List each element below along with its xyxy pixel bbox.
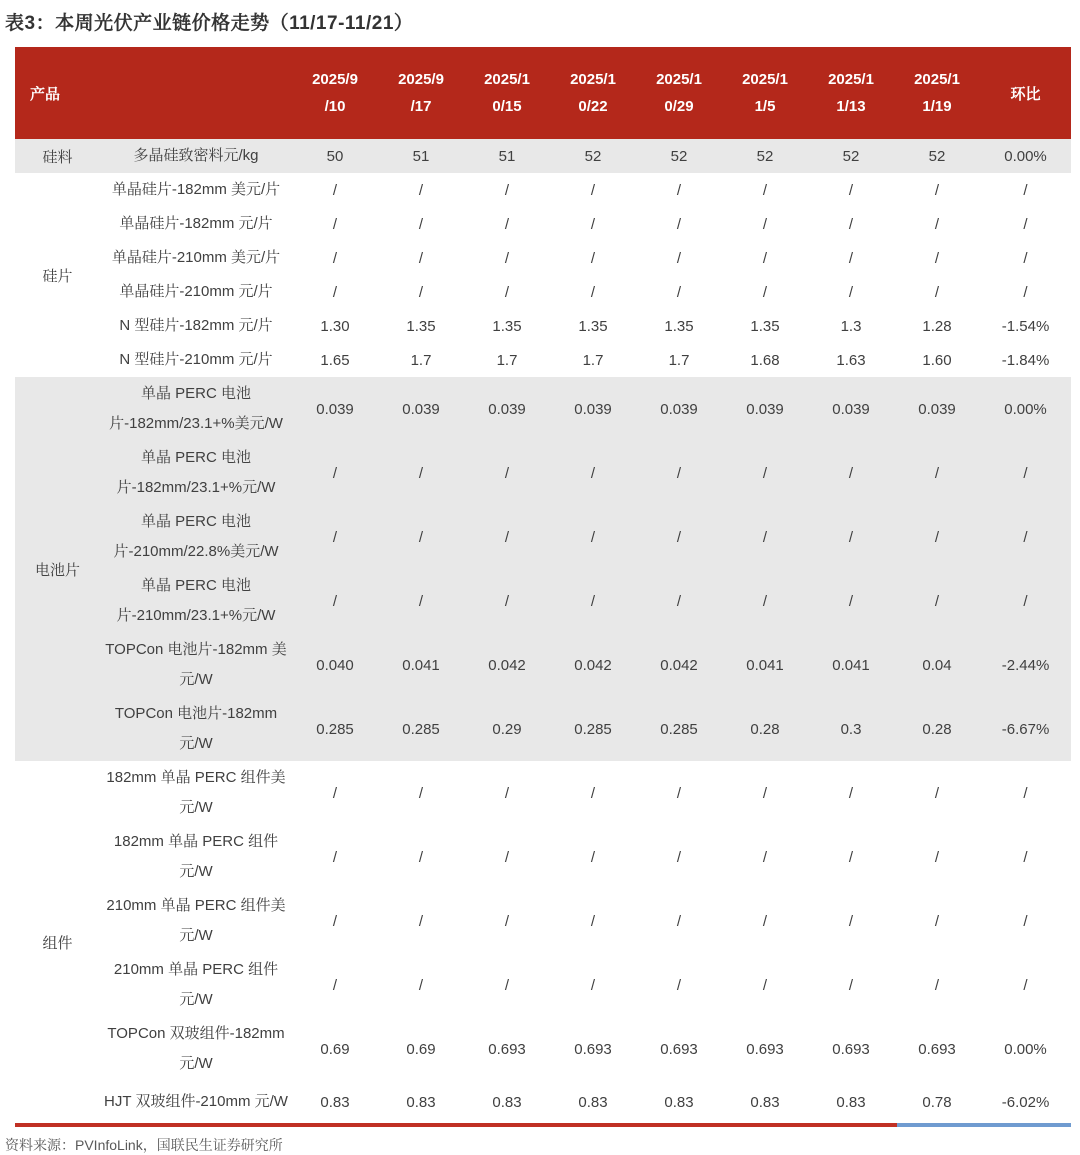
- price-value-cell: /: [722, 825, 808, 889]
- price-value-cell: /: [894, 275, 980, 309]
- price-value-cell: 51: [378, 139, 464, 173]
- price-value-cell: /: [894, 173, 980, 207]
- price-value-cell: /: [722, 889, 808, 953]
- price-value-cell: 0.042: [464, 633, 550, 697]
- change-percent-cell: /: [980, 207, 1071, 241]
- price-value-cell: /: [378, 173, 464, 207]
- header-date-cell: [636, 47, 722, 139]
- header-product-label: 产品: [15, 47, 292, 139]
- price-value-cell: 52: [636, 139, 722, 173]
- price-value-cell: /: [636, 173, 722, 207]
- price-value-cell: 0.039: [550, 377, 636, 441]
- price-value-cell: 0.28: [894, 697, 980, 761]
- price-value-cell: /: [378, 825, 464, 889]
- price-value-cell: /: [550, 207, 636, 241]
- price-value-cell: 0.83: [464, 1081, 550, 1123]
- product-name-cell: 单晶 PERC 电池片-210mm/23.1+%元/W: [100, 569, 292, 633]
- price-value-cell: 0.039: [808, 377, 894, 441]
- change-percent-cell: /: [980, 825, 1071, 889]
- table-row: [15, 1081, 1071, 1123]
- price-value-cell: /: [292, 569, 378, 633]
- price-value-cell: 1.35: [636, 309, 722, 343]
- price-value-cell: /: [636, 761, 722, 825]
- change-percent-cell: /: [980, 441, 1071, 505]
- price-value-cell: 0.285: [550, 697, 636, 761]
- price-value-cell: /: [722, 569, 808, 633]
- product-name-cell: 单晶 PERC 电池片-210mm/22.8%美元/W: [100, 505, 292, 569]
- price-value-cell: /: [550, 825, 636, 889]
- price-value-cell: /: [722, 275, 808, 309]
- price-value-cell: /: [722, 505, 808, 569]
- header-date-cell: [894, 47, 980, 139]
- price-value-cell: /: [550, 441, 636, 505]
- price-value-cell: /: [636, 569, 722, 633]
- price-value-cell: 0.83: [722, 1081, 808, 1123]
- price-value-cell: /: [808, 889, 894, 953]
- header-date-cell: [292, 47, 378, 139]
- price-value-cell: /: [464, 173, 550, 207]
- table-header-row: [15, 47, 1071, 139]
- price-value-cell: 52: [550, 139, 636, 173]
- header-date-text: 0/29: [664, 98, 694, 115]
- price-value-cell: /: [378, 761, 464, 825]
- price-value-cell: 0.83: [292, 1081, 378, 1123]
- price-value-cell: /: [722, 173, 808, 207]
- header-date-text: 2025/1: [914, 71, 960, 88]
- price-value-cell: 0.693: [808, 1017, 894, 1081]
- table-row: [15, 825, 1071, 889]
- price-value-cell: /: [636, 953, 722, 1017]
- price-value-cell: /: [808, 761, 894, 825]
- group-label: 电池片: [15, 377, 100, 761]
- header-date-text: 2025/1: [484, 71, 530, 88]
- product-name-cell: 单晶硅片-210mm 元/片: [100, 275, 292, 309]
- header-date-text: 2025/1: [742, 71, 788, 88]
- price-value-cell: 0.78: [894, 1081, 980, 1123]
- price-value-cell: 0.3: [808, 697, 894, 761]
- price-value-cell: 0.83: [378, 1081, 464, 1123]
- price-value-cell: /: [464, 761, 550, 825]
- price-value-cell: 0.04: [894, 633, 980, 697]
- price-value-cell: /: [636, 241, 722, 275]
- pv-price-table: [15, 47, 1071, 1123]
- price-value-cell: /: [464, 241, 550, 275]
- price-value-cell: 0.285: [378, 697, 464, 761]
- table-row: [15, 309, 1071, 343]
- header-date-cell: [722, 47, 808, 139]
- header-date-cell: [808, 47, 894, 139]
- price-value-cell: /: [550, 569, 636, 633]
- price-value-cell: 0.039: [894, 377, 980, 441]
- price-value-cell: /: [464, 569, 550, 633]
- price-value-cell: 1.35: [378, 309, 464, 343]
- price-value-cell: /: [894, 441, 980, 505]
- price-value-cell: 0.28: [722, 697, 808, 761]
- product-name-cell: TOPCon 双玻组件-182mm 元/W: [100, 1017, 292, 1081]
- bottom-rule-blue-segment: [897, 1123, 1071, 1127]
- price-value-cell: 1.7: [636, 343, 722, 377]
- table-row: [15, 343, 1071, 377]
- header-date-text: 1/13: [836, 98, 866, 115]
- price-value-cell: /: [894, 505, 980, 569]
- price-value-cell: 1.68: [722, 343, 808, 377]
- change-percent-cell: /: [980, 275, 1071, 309]
- header-date-text: 2025/9: [398, 71, 444, 88]
- product-name-cell: 单晶 PERC 电池片-182mm/23.1+%元/W: [100, 441, 292, 505]
- source-note: 资料来源：PVInfoLink，国联民生证券研究所: [5, 1137, 283, 1153]
- group-label: 组件: [15, 761, 100, 1123]
- price-value-cell: 1.7: [464, 343, 550, 377]
- price-value-cell: /: [808, 275, 894, 309]
- table-row: [15, 569, 1071, 633]
- product-name-cell: 210mm 单晶 PERC 组件元/W: [100, 953, 292, 1017]
- price-value-cell: 1.28: [894, 309, 980, 343]
- change-percent-cell: -6.67%: [980, 697, 1071, 761]
- table-row: [15, 953, 1071, 1017]
- price-value-cell: /: [636, 441, 722, 505]
- price-value-cell: /: [378, 505, 464, 569]
- price-value-cell: 0.039: [292, 377, 378, 441]
- header-date-text: 0/15: [492, 98, 522, 115]
- price-value-cell: 0.285: [636, 697, 722, 761]
- price-value-cell: 1.63: [808, 343, 894, 377]
- price-value-cell: /: [464, 825, 550, 889]
- price-value-cell: /: [722, 761, 808, 825]
- price-value-cell: /: [808, 569, 894, 633]
- price-value-cell: 0.83: [808, 1081, 894, 1123]
- bottom-rule-red-segment: [15, 1123, 897, 1127]
- table-row: [15, 275, 1071, 309]
- price-value-cell: 1.7: [378, 343, 464, 377]
- change-percent-cell: /: [980, 953, 1071, 1017]
- price-value-cell: /: [550, 761, 636, 825]
- table-row: [15, 441, 1071, 505]
- price-value-cell: 52: [722, 139, 808, 173]
- price-value-cell: 0.042: [636, 633, 722, 697]
- price-value-cell: 0.83: [550, 1081, 636, 1123]
- table-row: [15, 505, 1071, 569]
- price-value-cell: 0.693: [722, 1017, 808, 1081]
- price-value-cell: /: [636, 825, 722, 889]
- price-value-cell: 1.35: [550, 309, 636, 343]
- price-value-cell: /: [722, 953, 808, 1017]
- price-value-cell: /: [550, 275, 636, 309]
- price-value-cell: /: [894, 241, 980, 275]
- header-date-text: 2025/1: [828, 71, 874, 88]
- price-value-cell: /: [292, 207, 378, 241]
- price-value-cell: /: [636, 207, 722, 241]
- price-value-cell: /: [292, 275, 378, 309]
- change-percent-cell: /: [980, 505, 1071, 569]
- price-value-cell: /: [894, 569, 980, 633]
- price-value-cell: /: [808, 953, 894, 1017]
- price-value-cell: /: [378, 953, 464, 1017]
- price-value-cell: 50: [292, 139, 378, 173]
- header-date-cell: [550, 47, 636, 139]
- price-value-cell: /: [808, 825, 894, 889]
- price-value-cell: /: [808, 441, 894, 505]
- price-value-cell: /: [808, 505, 894, 569]
- price-value-cell: 0.039: [378, 377, 464, 441]
- price-value-cell: 0.041: [378, 633, 464, 697]
- price-value-cell: /: [378, 275, 464, 309]
- price-value-cell: 52: [808, 139, 894, 173]
- price-value-cell: 0.039: [722, 377, 808, 441]
- price-value-cell: /: [550, 173, 636, 207]
- header-date-cell: [464, 47, 550, 139]
- product-name-cell: N 型硅片-210mm 元/片: [100, 343, 292, 377]
- product-name-cell: 单晶硅片-182mm 元/片: [100, 207, 292, 241]
- product-name-cell: N 型硅片-182mm 元/片: [100, 309, 292, 343]
- price-value-cell: /: [636, 275, 722, 309]
- table-row: [15, 1017, 1071, 1081]
- price-value-cell: 1.30: [292, 309, 378, 343]
- product-name-cell: TOPCon 电池片-182mm 美元/W: [100, 633, 292, 697]
- price-value-cell: /: [292, 441, 378, 505]
- price-value-cell: 0.69: [378, 1017, 464, 1081]
- header-date-text: 2025/1: [570, 71, 616, 88]
- price-value-cell: /: [808, 241, 894, 275]
- change-percent-cell: -6.02%: [980, 1081, 1071, 1123]
- price-value-cell: /: [378, 569, 464, 633]
- price-value-cell: 0.693: [894, 1017, 980, 1081]
- price-value-cell: /: [550, 953, 636, 1017]
- price-value-cell: /: [894, 207, 980, 241]
- price-value-cell: 0.039: [464, 377, 550, 441]
- price-value-cell: /: [464, 889, 550, 953]
- group-label: 硅片: [15, 173, 100, 377]
- price-value-cell: /: [378, 207, 464, 241]
- header-change-label: 环比: [980, 47, 1071, 139]
- change-percent-cell: 0.00%: [980, 377, 1071, 441]
- price-value-cell: 51: [464, 139, 550, 173]
- price-value-cell: /: [636, 889, 722, 953]
- price-value-cell: /: [292, 953, 378, 1017]
- price-value-cell: 0.285: [292, 697, 378, 761]
- price-value-cell: /: [292, 889, 378, 953]
- price-value-cell: /: [292, 505, 378, 569]
- header-date-text: 1/5: [754, 98, 776, 115]
- table-row: [15, 697, 1071, 761]
- product-name-cell: 210mm 单晶 PERC 组件美元/W: [100, 889, 292, 953]
- price-value-cell: /: [894, 953, 980, 1017]
- price-value-cell: 0.83: [636, 1081, 722, 1123]
- product-name-cell: 182mm 单晶 PERC 组件美元/W: [100, 761, 292, 825]
- header-date-text: 2025/9: [312, 71, 358, 88]
- price-value-cell: /: [894, 761, 980, 825]
- table-row: [15, 173, 1071, 207]
- price-value-cell: /: [292, 241, 378, 275]
- table-row: [15, 377, 1071, 441]
- price-value-cell: 0.69: [292, 1017, 378, 1081]
- price-value-cell: 0.693: [550, 1017, 636, 1081]
- price-value-cell: /: [378, 441, 464, 505]
- table-row: [15, 241, 1071, 275]
- price-value-cell: /: [550, 505, 636, 569]
- price-value-cell: 0.042: [550, 633, 636, 697]
- price-value-cell: /: [808, 173, 894, 207]
- header-date-text: 2025/1: [656, 71, 702, 88]
- change-percent-cell: -1.54%: [980, 309, 1071, 343]
- table-row: [15, 633, 1071, 697]
- price-value-cell: 0.29: [464, 697, 550, 761]
- header-date-text: /10: [324, 98, 346, 115]
- change-percent-cell: 0.00%: [980, 139, 1071, 173]
- price-value-cell: 0.693: [464, 1017, 550, 1081]
- price-value-cell: /: [894, 825, 980, 889]
- price-value-cell: /: [464, 207, 550, 241]
- table-row: [15, 889, 1071, 953]
- price-value-cell: 1.60: [894, 343, 980, 377]
- change-percent-cell: -2.44%: [980, 633, 1071, 697]
- change-percent-cell: /: [980, 761, 1071, 825]
- price-value-cell: /: [808, 207, 894, 241]
- product-name-cell: 多晶硅致密料元/kg: [100, 139, 292, 173]
- product-name-cell: HJT 双玻组件-210mm 元/W: [100, 1081, 292, 1123]
- header-date-cell: [378, 47, 464, 139]
- change-percent-cell: /: [980, 889, 1071, 953]
- price-value-cell: /: [722, 207, 808, 241]
- product-name-cell: 单晶硅片-182mm 美元/片: [100, 173, 292, 207]
- price-value-cell: /: [464, 953, 550, 1017]
- price-value-cell: 0.041: [808, 633, 894, 697]
- change-percent-cell: -1.84%: [980, 343, 1071, 377]
- price-value-cell: 1.65: [292, 343, 378, 377]
- change-percent-cell: /: [980, 241, 1071, 275]
- price-value-cell: 1.3: [808, 309, 894, 343]
- product-name-cell: TOPCon 电池片-182mm 元/W: [100, 697, 292, 761]
- price-value-cell: 0.040: [292, 633, 378, 697]
- price-value-cell: /: [550, 889, 636, 953]
- header-date-text: 0/22: [578, 98, 608, 115]
- price-value-cell: /: [378, 889, 464, 953]
- product-name-cell: 单晶 PERC 电池片-182mm/23.1+%美元/W: [100, 377, 292, 441]
- header-date-text: /17: [410, 98, 432, 115]
- table-bottom-rule: [15, 1123, 1071, 1127]
- change-percent-cell: 0.00%: [980, 1017, 1071, 1081]
- header-date-text: 1/19: [922, 98, 952, 115]
- price-value-cell: /: [292, 761, 378, 825]
- change-percent-cell: /: [980, 173, 1071, 207]
- price-value-cell: 1.35: [722, 309, 808, 343]
- price-value-cell: 0.693: [636, 1017, 722, 1081]
- price-value-cell: /: [636, 505, 722, 569]
- price-value-cell: 1.35: [464, 309, 550, 343]
- change-percent-cell: /: [980, 569, 1071, 633]
- price-value-cell: /: [722, 241, 808, 275]
- price-value-cell: /: [464, 441, 550, 505]
- table-row: [15, 139, 1071, 173]
- price-value-cell: /: [550, 241, 636, 275]
- price-value-cell: 0.039: [636, 377, 722, 441]
- table-row: [15, 207, 1071, 241]
- price-value-cell: /: [292, 825, 378, 889]
- table-title: 表3：本周光伏产业链价格走势（11/17-11/21）: [5, 13, 414, 34]
- group-label: 硅料: [15, 139, 100, 173]
- product-name-cell: 182mm 单晶 PERC 组件元/W: [100, 825, 292, 889]
- price-value-cell: /: [464, 275, 550, 309]
- price-value-cell: /: [464, 505, 550, 569]
- table-row: [15, 761, 1071, 825]
- product-name-cell: 单晶硅片-210mm 美元/片: [100, 241, 292, 275]
- price-value-cell: 0.041: [722, 633, 808, 697]
- price-value-cell: 1.7: [550, 343, 636, 377]
- price-value-cell: /: [292, 173, 378, 207]
- price-value-cell: /: [722, 441, 808, 505]
- price-value-cell: 52: [894, 139, 980, 173]
- price-value-cell: /: [378, 241, 464, 275]
- price-value-cell: /: [894, 889, 980, 953]
